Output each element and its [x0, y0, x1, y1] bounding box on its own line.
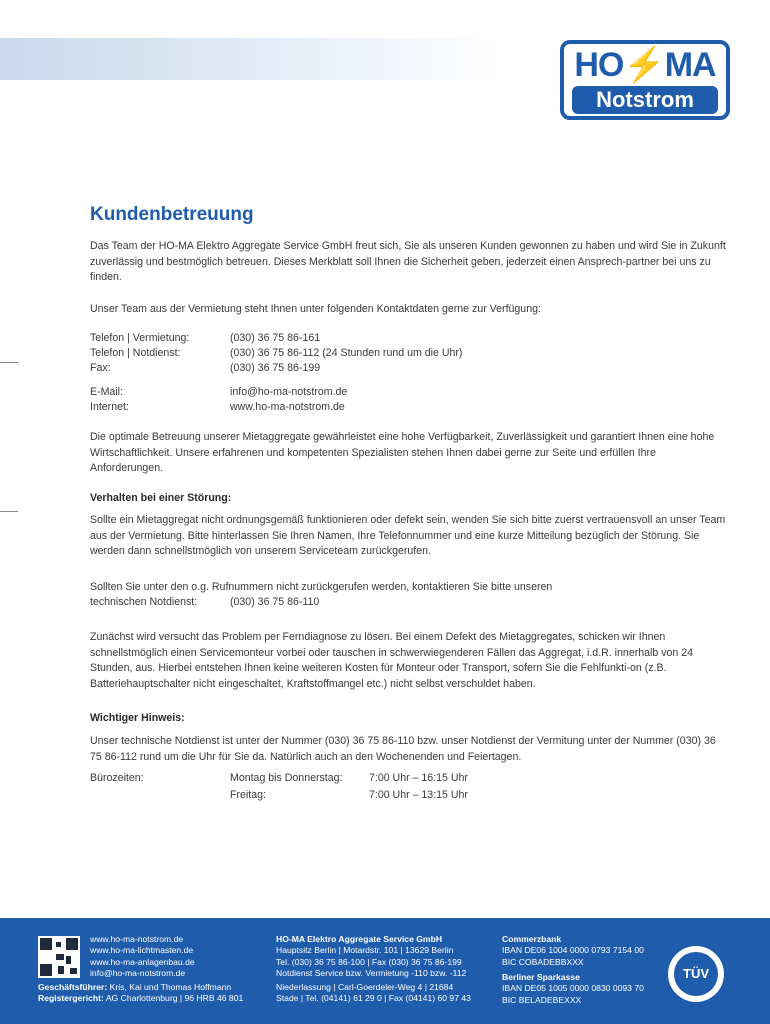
qr-code-icon	[38, 936, 80, 978]
note-heading: Wichtiger Hinweis:	[90, 712, 185, 724]
fault-paragraph: Sollte ein Mietaggregat nicht ordnungsgemäß funktionieren oder defekt sein, wenden Sie sich bitte zuerst vertrauensvoll an unser Team aus der Vermietung. Bitte hinterlassen Sie Ihren Namen, Ihre Telefonnummer und eine kurze Mitteilung bezüglich der Störung. Sie werden dann schnellstmöglich von unserem Serviceteam zurückgerufen.	[90, 514, 726, 558]
contact-label: Telefon | Notdienst:	[90, 347, 181, 359]
contact-label: Telefon | Vermietung:	[90, 332, 190, 344]
footer	[0, 918, 770, 1024]
footer-links	[90, 934, 195, 979]
office-hours-time: 7:00 Uhr – 16:15 Uhr	[369, 772, 468, 784]
office-hours-days: Freitag:	[230, 789, 266, 801]
contact-value: (030) 36 75 86-199	[230, 362, 321, 374]
fold-mark	[0, 362, 18, 363]
footer-company: HO-MA Elektro Aggregate Service GmbH Hauptsitz Berlin | Motardstr. 101 | 13629 Berlin Tel. (030) 36 75 86-100 | Fax (030) 36 75 86-199 Notdienst Service bzw. Vermietung -110 bzw. -112	[276, 934, 467, 978]
contact-value: (030) 36 75 86-112 (24 Stunden rund um die Uhr)	[230, 347, 463, 359]
contact-label: E-Mail:	[90, 386, 123, 398]
office-hours-label: Bürozeiten:	[90, 772, 144, 784]
contact-label: Internet:	[90, 401, 129, 413]
tech-hotline-value: (030) 36 75 86-110	[230, 596, 320, 608]
homa-notstrom-logo: HO⚡MA Notstrom	[560, 40, 730, 120]
contact-label: Fax:	[90, 362, 111, 374]
service-paragraph: Die optimale Betreuung unserer Mietaggregate gewährleistet eine hohe Verfügbarkeit, Zuverlässigkeit und garantiert Ihnen eine hohe Wirtschaftlichkeit. Unsere erfahrenen und kompetenten Spezialisten stehen Ihnen dabei gerne zur Seite und erfüllen Ihre Anforderungen.	[90, 431, 715, 475]
tech-hotline-label: technischen Notdienst:	[90, 596, 198, 608]
intro-paragraph: Das Team der HO-MA Elektro Aggregate Service GmbH freut sich, Sie als unseren Kunden gewonnen zu haben und wird Sie in Zukunft zuverlässig und bestmöglich betreuen. Dieses Merkblatt soll Ihnen die Sicherheit geben, jederzeit einen Ansprech-partner bei uns zu finden.	[90, 240, 726, 284]
footer-legal: Geschäftsführer: Kris, Kai und Thomas Hoffmann Registergericht: AG Charlottenburg | 96 HRB 46 801	[38, 982, 244, 1004]
office-hours-time: 7:00 Uhr – 13:15 Uhr	[369, 789, 468, 801]
fold-mark	[0, 511, 18, 512]
note-paragraph: Unser technische Notdienst ist unter der Nummer (030) 36 75 86-110 bzw. unser Notdienst der Vermitung unter der Nummer (030) 36 75 86-112 rund um die Uhr für Sie da. Natürlich auch an den Wochenenden und Feiertagen.	[90, 735, 716, 763]
contact-intro: Unser Team aus der Vermietung steht Ihnen unter folgenden Kontaktdaten gerne zur Verfügung:	[90, 303, 541, 315]
office-hours-days: Montag bis Donnerstag:	[230, 772, 343, 784]
footer-bank-sparkasse: Berliner Sparkasse IBAN DE05 1005 0000 0830 0093 70 BIC BELADEBEXXX	[502, 972, 644, 1005]
page-title: Kundenbetreuung	[90, 204, 254, 225]
footer-link[interactable]: info@ho-ma-notstrom.de	[90, 967, 186, 978]
footer-link[interactable]: www.ho-ma-notstrom.de	[90, 934, 184, 944]
footer-link[interactable]: www.ho-ma-anlagenbau.de	[90, 956, 195, 967]
contact-value: (030) 36 75 86-161	[230, 332, 321, 344]
fault-heading: Verhalten bei einer Störung:	[90, 492, 232, 504]
lightning-bolt-icon: ⚡	[623, 46, 665, 84]
footer-bank-commerzbank: Commerzbank IBAN DE06 1004 0000 0793 7154 00 BIC COBADEBBXXX	[502, 934, 644, 967]
email-link[interactable]: info@ho-ma-notstrom.de	[230, 386, 348, 398]
footer-link[interactable]: www.ho-ma-lichtmasten.de	[90, 945, 194, 956]
callback-paragraph: Sollten Sie unter den o.g. Rufnummern nicht zurückgerufen werden, kontaktieren Sie bitte unseren	[90, 581, 553, 593]
footer-branch: Niederlassung | Carl-Goerdeler-Weg 4 | 21684 Stade | Tel. (04141) 61 29 0 | Fax (04141) 60 97 43	[276, 982, 471, 1004]
header-gradient-band	[0, 38, 500, 80]
website-link[interactable]: www.ho-ma-notstrom.de	[230, 401, 345, 413]
diagnosis-paragraph: Zunächst wird versucht das Problem per Ferndiagnose zu lösen. Bei einem Defekt des Mietaggregates, schicken wir Ihnen schnellstmöglich einen Servicemonteur vorbei oder tauschen in schwerwiegenderen Fällen das Aggregat, i.d.R. innerhalb von 24 Stunden, aus. Hierbei entstehen Ihnen keine weiteren Kosten für Monteur oder Transport, sofern Sie die Fehlfunkti-on (z.B. Batteriehauptschalter nicht eingeschaltet, Kraftstoffmangel etc.) nicht selbst verschuldet haben.	[90, 631, 694, 690]
tuv-seal-icon: TÜV	[668, 946, 724, 1002]
